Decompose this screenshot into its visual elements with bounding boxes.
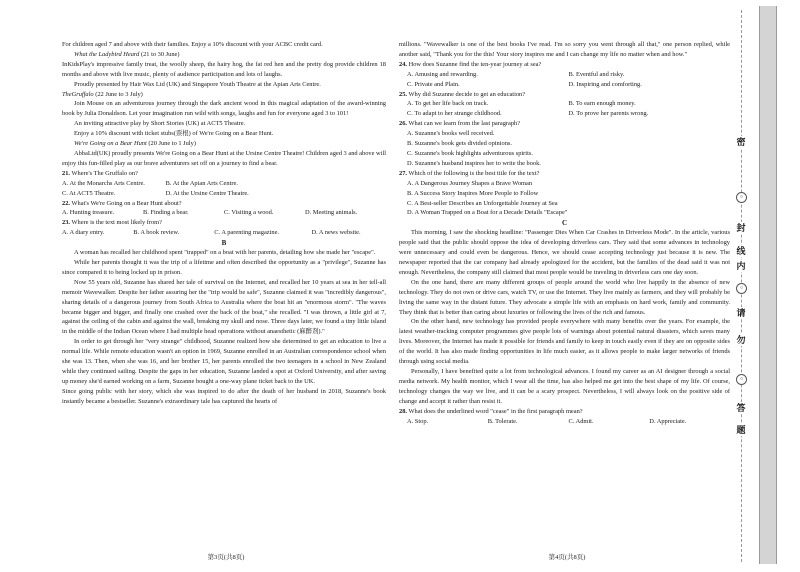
ad-intro-text: For children aged 7 and above with their families. Enjoy a 10% discount with your ACBC credit card.: [62, 41, 323, 48]
seal-char: 线: [733, 245, 749, 257]
question-27: 27. Which of the following is the best title for the text?: [399, 169, 540, 177]
seal-char: 请: [733, 307, 749, 319]
option-b[interactable]: B. To earn enough money.: [568, 100, 636, 108]
question-25: 25. Why did Suzanne decide to get an education?: [399, 90, 526, 98]
ad-title-bear-hunt: We're Going on a Bear Hunt (20 June to 1 July): [74, 140, 196, 148]
option-d[interactable]: D. Suzanne's husband inspires her to write the book.: [407, 159, 541, 167]
question-28: 28. What does the underlined word "cease" in the first paragraph mean?: [399, 407, 583, 415]
passage-c-para-2: On the one hand, there are many different groups of people around the world who live happily in the absence of new technology. They do not own or drive cars, watch TV, or use the Internet. They live mainly as farmers, and they will probably be living the same way in the distant future. They advocate a simple life with an emphasis on hard work, family and community. They think that is better than caring about luxuries or following the lives of the rich and famous.: [399, 278, 730, 316]
passage-c-para-4: Personally, I have benefited quite a lot from technological advances. I found my career as an AI designer through a social media network. My health monitor, which I wear all the time, has also helped me get into the best shape of my life. Of course, technology changes the way we live, and it can be a scary prospect. Nevertheless, I will always look on the positive side of change and accept it rather than resist it.: [399, 368, 730, 405]
option-a[interactable]: A. A Dangerous Journey Shapes a Brave Woman: [407, 179, 533, 187]
option-a[interactable]: A. A diary entry.: [62, 229, 105, 237]
question-24-options: [399, 70, 730, 90]
option-d[interactable]: D. A Woman Trapped on a Boat for a Decade Details "Escape": [407, 209, 568, 217]
seal-char: 密: [733, 136, 749, 148]
ad-bear-hunt-desc: AbbaLtd(UK) proudly presents We're Going on a Bear Hunt at the Ursine Centre Theatre! Children aged 3 and above will enjoy this fun-filled play as our brave adventurers set off on a journey to find a bear.: [62, 149, 386, 167]
passage-c-para-3: On the other hand, new technology has provided people everywhere with many benefits over the years. For example, the latest weather-tracking computer programmes give people lots of warnings about potential natural disasters, which saves many lives. Moreover, the Internet has made it possible for friends and family to keep in touch easily even if they are on opposite sides of the world. It has also made finding opportunities in life much easier, as it allows people to make larger networks of friends through using social media.: [399, 318, 730, 366]
ad-ladybird-desc: InKidsPlay's impressive family treat, the woolly sheep, the hairy hog, the fat red hen and the pretty dog provide children 18 months and above with live music, plenty of audience participation and lots of laughs.: [62, 60, 386, 78]
passage-b-para-1: A woman has recalled her childhood spent "trapped" on a boat with her parents, detailing how she made her "escape".: [74, 249, 376, 257]
ad-ladybird-presenter: Proudly presented by Hair Wax Ltd (UK) and Singapore Youth Theatre at the Apian Arts Centre.: [74, 80, 321, 88]
option-d[interactable]: D. A news website.: [311, 229, 361, 237]
option-d[interactable]: D. To prove her parents wrong.: [568, 110, 649, 118]
ad-title-ladybird: What the Ladybird Heard (21 to 30 June): [74, 50, 180, 58]
option-d[interactable]: D. Meeting animals.: [305, 209, 358, 217]
question-27-options: [399, 179, 730, 219]
option-b[interactable]: B. A book review.: [133, 229, 180, 237]
question-24: 24. How does Suzanne find the ten-year journey at sea?: [399, 60, 542, 68]
ad-title-gruffalo: TheGruffalo (22 June to 3 July): [62, 90, 143, 98]
option-c[interactable]: C. Suzanne's book highlights adventurous spirits.: [407, 149, 533, 157]
option-c[interactable]: C. Visiting a wood.: [224, 209, 274, 217]
binding-hole-ring: ○: [736, 283, 747, 294]
option-a[interactable]: A. At the Monarchs Arts Centre.: [62, 179, 145, 187]
option-b[interactable]: B. Tolerate.: [487, 417, 518, 425]
question-21-options: [62, 179, 386, 199]
page-number-left: 第3页(共8页): [207, 554, 245, 561]
ad-gruffalo-desc: Join Mouse on an adventurous journey through the dark ancient wood in this magical adaptation of the award-winning book by Julia Donaldson. Let your imagination run wild with songs, laughs and fun for everyone aged 3 to 101!: [62, 100, 386, 118]
option-b[interactable]: B. Suzanne's book gets divided opinions.: [407, 140, 512, 148]
section-c-heading: C: [561, 219, 568, 228]
option-a[interactable]: A. Stop.: [407, 417, 429, 425]
option-c[interactable]: C. A Best-seller Describes an Unforgettable Journey at Sea: [407, 199, 558, 207]
seal-char: 封: [733, 222, 749, 234]
option-c[interactable]: C. A parenting magazine.: [214, 229, 280, 237]
option-d[interactable]: D. At the Ursine Centre Theatre.: [165, 189, 249, 197]
seal-char: 勿: [733, 334, 749, 346]
ad-gruffalo-discount: Enjoy a 10% discount with ticket stubs(票根) of We're Going on a Bear Hunt.: [74, 130, 274, 138]
option-a[interactable]: A. To get her life back on track.: [407, 100, 489, 108]
seal-char: 题: [733, 424, 749, 436]
option-d[interactable]: D. Inspiring and comforting.: [568, 80, 642, 88]
passage-b-para-2: While her parents thought it was the trip of a lifetime and often described the opportunity as a "privilege", Suzanne has since compared it to being locked up in prison.: [62, 259, 386, 276]
passage-b-para-3: Now 55 years old, Suzanne has shared her tale of survival on the Internet, and recalled her 10 years at sea in her tell-all memoir Wavewalker. Despite her father assuring her the "trip would be safe", Suzanne claimed it was "incredibly dangerous", sharing details of a dangerous journey from South Africa to Australia where the boat hit an "enormous storm". "The waves became bigger and bigger, and finally one crashed over the back of the boat," she recalled. "I was thrown, a little girl at 7, against the ceiling of the cabin and against the wall, breaking my skull and nose. Three days later, we found a tiny little island in the middle of the Indian Ocean where I had multiple head operations without anaesthetic (麻醉剂).": [62, 278, 386, 336]
passage-b-para-5: Since going public with her story, which she was inspired to do after the death of her husband in 2018, Suzanne's book instantly became a bestseller. Suzanne's extraordinary tale has captured the hearts of: [62, 387, 386, 405]
option-b[interactable]: B. A Success Story Inspires More People to Follow: [407, 189, 539, 197]
option-c[interactable]: C. To adapt to her strange childhood.: [407, 110, 502, 118]
passage-b-para-4: In order to get through her "very strange" childhood, Suzanne realized how she determined to get an education to live a normal life. While remote education wasn't an option in 1969, Suzanne enrolled in an Australian correspondence school when she was 13. Then, when she was 16, and her brother 15, her parents enrolled the two teenagers in a school in New Zealand while they continued sailing. Despite the gaps in her education, Suzanne landed a spot at Oxford University, and after saving up money she'd earned working on a farm, Suzanne bought a one-way plane ticket back to the UK.: [62, 338, 386, 385]
question-26: 26. What can we learn from the last paragraph?: [399, 120, 521, 128]
option-c[interactable]: C. Private and Plain.: [407, 80, 460, 88]
option-c[interactable]: C. Admit.: [568, 417, 594, 425]
question-21: 21. Where's The Gruffalo on?: [62, 169, 138, 177]
passage-c-para-1: This morning, I saw the shocking headline: "Passenger Dies When Car Crashes in Driverless Mode". In the article, various people said that the public should oppose the idea of developing driverless cars. They said that some advances in technology were unnecessary and could even be dangerous. Hence, we should cease accepting technology just because it is new. The newspaper reported that the car company had already apologized for the accident, but the families of the dead said it was not enough. Nevertheless, the company still claimed that most people would be traveling in driverless cars one day soon.: [399, 229, 730, 276]
option-a[interactable]: A. Amusing and rewarding.: [407, 70, 478, 78]
option-a[interactable]: A. Suzanne's books well received.: [407, 130, 495, 138]
ad-gruffalo-presenter: An inviting attractive play by Short Stories (UK) at ACT5 Theatre.: [74, 120, 246, 128]
page-number-right: 第4页(共8页): [548, 554, 586, 561]
question-28-options: [399, 417, 730, 427]
question-23: 23. Where is the text most likely from?: [62, 219, 162, 227]
option-c[interactable]: C. At ACT5 Theatre.: [62, 189, 116, 197]
question-25-options: [399, 99, 730, 119]
question-23-options: [62, 228, 386, 238]
binding-hole-ring: ○: [736, 192, 747, 203]
binding-hole-ring: ○: [736, 374, 747, 385]
option-b[interactable]: B. Finding a bear.: [143, 209, 189, 217]
seal-char: 内: [733, 260, 749, 272]
left-page-column: [62, 40, 386, 407]
section-b-heading: B: [221, 239, 227, 248]
option-b[interactable]: B. Eventful and risky.: [568, 70, 625, 78]
right-page-column: [399, 40, 730, 426]
question-22-options: [62, 208, 386, 218]
option-a[interactable]: A. Hunting treasure.: [62, 209, 115, 217]
passage-b-continued: millions. "Wavewalker is one of the best books I've read. I'm so sorry you went through all that," one person replied, while another said, "Thank you for the this! Your story inspires me and I can change my life no matter when and how.": [399, 41, 730, 58]
binding-margin-bar: [759, 6, 777, 564]
option-b[interactable]: B. At the Apian Arts Centre.: [165, 179, 238, 187]
option-d[interactable]: D. Appreciate.: [649, 417, 687, 425]
question-26-options: [399, 129, 730, 169]
question-22: 22. What's We're Going on a Bear Hunt about?: [62, 199, 182, 207]
seal-char: 答: [733, 402, 749, 414]
